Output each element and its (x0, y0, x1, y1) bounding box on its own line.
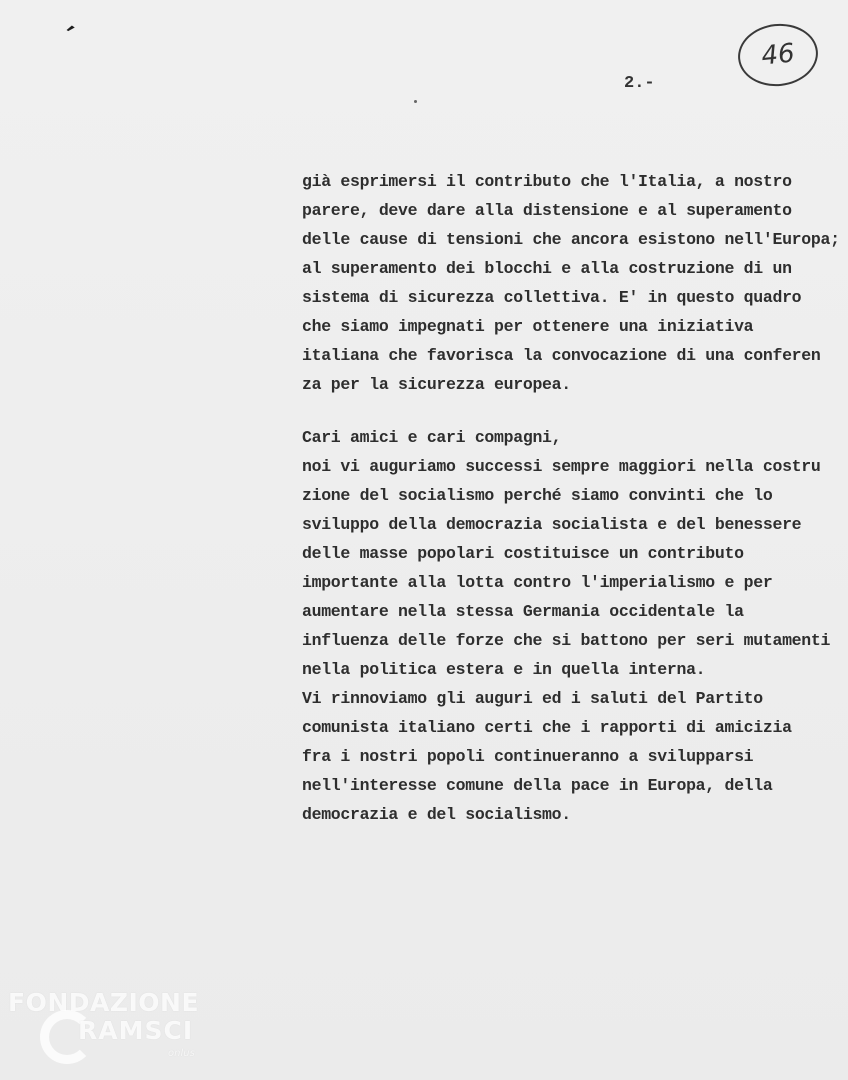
text-line: comunista italiano certi che i rapporti di amicizia (302, 718, 792, 737)
text-line: che siamo impegnati per ottenere una iniziativa (302, 317, 754, 336)
fondazione-gramsci-watermark (8, 988, 218, 1076)
text-line: zione del socialismo perché siamo convinti che lo (302, 486, 773, 505)
text-line: fra i nostri popoli continueranno a svilupparsi (302, 747, 754, 766)
text-line: italiana che favorisca la convocazione di una conferen (302, 346, 821, 365)
text-line: sistema di sicurezza collettiva. E' in questo quadro (302, 288, 802, 307)
salutation: Cari amici e cari compagni, (302, 428, 562, 447)
page-number: 2.- (624, 74, 655, 93)
text-line: za per la sicurezza europea. (302, 375, 571, 394)
text-line: parere, deve dare alla distensione e al superamento (302, 201, 792, 220)
ink-speck (414, 100, 417, 103)
stamp-number: 46 (759, 38, 797, 72)
watermark-line2: RAMSCI (78, 1016, 194, 1045)
text-line: già esprimersi il contributo che l'Italia, a nostro (302, 172, 792, 191)
text-line: sviluppo della democrazia socialista e del benessere (302, 515, 802, 534)
text-line: nell'interesse comune della pace in Europa, della (302, 776, 773, 795)
paragraph-1 (302, 167, 848, 399)
text-line: aumentare nella stessa Germania occidentale la (302, 602, 744, 621)
text-line: importante alla lotta contro l'imperialismo e per (302, 573, 773, 592)
text-line: nella politica estera e in quella interna. (302, 660, 706, 679)
archive-stamp-circle (735, 20, 821, 90)
text-line: noi vi auguriamo successi sempre maggiori nella costru (302, 457, 821, 476)
watermark-line1: FONDAZIONE (8, 988, 200, 1017)
text-line: al superamento dei blocchi e alla costruzione di un (302, 259, 792, 278)
watermark-small: onlus (168, 1048, 195, 1059)
text-line: influenza delle forze che si battono per seri mutamenti (302, 631, 831, 650)
text-line: delle masse popolari costituisce un contributo (302, 544, 744, 563)
text-line: democrazia e del socialismo. (302, 805, 571, 824)
corner-mark: ’ (54, 20, 80, 49)
paragraph-2 (302, 423, 848, 829)
text-line: Vi rinnoviamo gli auguri ed i saluti del Partito (302, 689, 763, 708)
text-line: delle cause di tensioni che ancora esistono nell'Europa; (302, 230, 840, 249)
